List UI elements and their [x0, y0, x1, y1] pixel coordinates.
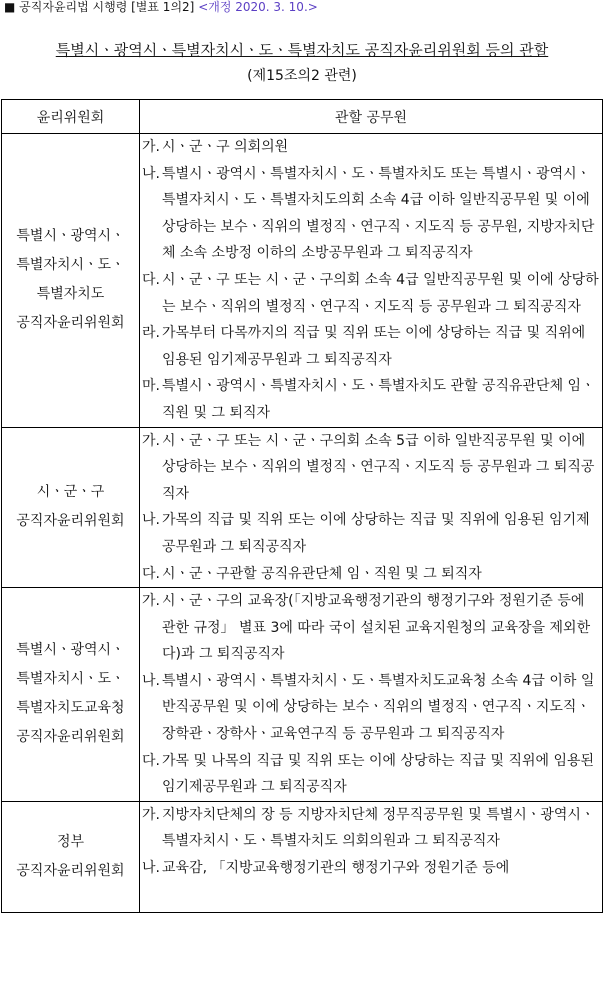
item-text: 시ㆍ군ㆍ구 또는 시ㆍ군ㆍ구의회 소속 4급 일반직공무원 및 이에 상당하는 보수ㆍ직위의 별정직ㆍ연구직ㆍ지도직 등 공무원과 그 퇴직공직자 — [162, 271, 599, 315]
committee-name-line: 특별자치도 — [36, 286, 105, 303]
officials-cell — [140, 588, 603, 802]
column-header-committee: 윤리위원회 — [2, 100, 140, 134]
item-marker: 가. — [142, 432, 160, 449]
committee-name-line: 공직자윤리위원회 — [16, 315, 125, 332]
item-marker: 다. — [142, 752, 160, 769]
item-marker: 다. — [142, 565, 160, 582]
committee-name-line: 특별자치시ㆍ도ㆍ — [16, 257, 125, 274]
officials-cell — [140, 134, 603, 428]
jurisdiction-table — [1, 99, 603, 913]
committee-name-line: 공직자윤리위원회 — [16, 513, 125, 530]
item-marker: 마. — [142, 378, 160, 395]
item-marker: 다. — [142, 271, 160, 288]
bullet-square-icon: ■ — [4, 0, 16, 14]
item-marker: 라. — [142, 325, 160, 342]
item-text: 시ㆍ군ㆍ구의 교육장(「지방교육행정기관의 행정기구와 정원기준 등에 관한 규정」 별표 3에 따라 국이 설치된 교육지원청의 교육장을 제외한다)과 그 퇴직공직자 — [162, 593, 591, 663]
item-text: 시ㆍ군ㆍ구 의회의원 — [162, 139, 289, 155]
official-item — [142, 373, 602, 426]
item-marker: 나. — [142, 512, 160, 529]
official-item — [142, 428, 602, 508]
official-item — [142, 561, 602, 588]
committee-name-line: 특별자치도교육청 — [16, 700, 125, 717]
item-marker: 가. — [142, 139, 160, 155]
source-reference — [4, 0, 318, 14]
item-text: 특별시ㆍ광역시ㆍ특별자치시ㆍ도ㆍ특별자치도 관할 공직유관단체 임ㆍ직원 및 그 퇴직자 — [162, 378, 595, 421]
official-item — [142, 748, 602, 801]
committee-cell — [2, 134, 140, 428]
table-header-row — [2, 100, 603, 134]
item-marker: 나. — [142, 672, 160, 689]
item-marker: 나. — [142, 860, 160, 877]
item-text: 시ㆍ군ㆍ구 또는 시ㆍ군ㆍ구의회 소속 5급 이하 일반직공무원 및 이에 상당하는 보수ㆍ직위의 별정직ㆍ연구직ㆍ지도직 등 공무원과 그 퇴직공직자 — [162, 432, 595, 502]
item-text: 가목의 직급 및 직위 또는 이에 상당하는 직급 및 직위에 임용된 임기제공무원과 그 퇴직공직자 — [162, 512, 590, 555]
item-text: 가목부터 다목까지의 직급 및 직위 또는 이에 상당하는 직급 및 직위에 임용된 임기제공무원과 그 퇴직공직자 — [162, 325, 586, 368]
document-subtitle: (제15조의2 관련) — [247, 68, 357, 84]
committee-cell — [2, 801, 140, 912]
official-item — [142, 855, 602, 893]
item-marker: 가. — [142, 806, 160, 823]
table-row — [2, 134, 603, 428]
item-marker: 가. — [142, 593, 160, 610]
committee-name-line: 정부 — [56, 833, 85, 850]
committee-name-line: 공직자윤리위원회 — [16, 729, 125, 746]
committee-name-line: 시ㆍ군ㆍ구 — [36, 484, 105, 501]
official-item — [142, 320, 602, 373]
official-item — [142, 668, 602, 748]
table-row — [2, 588, 603, 802]
committee-name-line: 공직자윤리위원회 — [16, 862, 125, 879]
item-text: 교육감, 「지방교육행정기관의 행정기구와 정원기준 등에 — [162, 860, 510, 877]
table-row — [2, 801, 603, 912]
committee-name-line: 특별자치시ㆍ도ㆍ — [16, 671, 125, 688]
committee-cell — [2, 588, 140, 802]
official-item — [142, 161, 602, 267]
committee-name-line: 특별시ㆍ광역시ㆍ — [16, 642, 125, 659]
source-text: 공직자윤리법 시행령 [별표 1의2] — [19, 0, 195, 14]
item-text: 가목 및 나목의 직급 및 직위 또는 이에 상당하는 직급 및 직위에 임용된 임기제공무원과 그 퇴직공직자 — [162, 752, 595, 796]
official-item — [142, 507, 602, 560]
item-text: 지방자치단체의 장 등 지방자치단체 정무직공무원 및 특별시ㆍ광역시ㆍ특별자치시ㆍ도ㆍ특별자치도 의회의원과 그 퇴직공직자 — [162, 806, 595, 850]
official-item — [142, 802, 602, 855]
item-text: 특별시ㆍ광역시ㆍ특별자치시ㆍ도ㆍ특별자치도교육청 소속 4급 이하 일반직공무원 및 이에 상당하는 보수ㆍ직위의 별정직ㆍ연구직ㆍ지도직ㆍ장학관ㆍ장학사ㆍ교육연구직 등 공무원과 그 퇴직공직자 — [162, 672, 595, 743]
officials-cell — [140, 427, 603, 588]
committee-cell — [2, 427, 140, 588]
amendment-date: <개정 2020. 3. 10.> — [198, 0, 318, 14]
document-title: 특별시ㆍ광역시ㆍ특별자치시ㆍ도ㆍ특별자치도 공직자윤리위원회 등의 관할 — [55, 41, 549, 59]
table-row — [2, 427, 603, 588]
committee-name-line: 특별시ㆍ광역시ㆍ — [16, 228, 125, 245]
item-text: 시ㆍ군ㆍ구관할 공직유관단체 임ㆍ직원 및 그 퇴직자 — [162, 565, 482, 582]
official-item — [142, 588, 602, 668]
column-header-officials: 관할 공무원 — [140, 100, 603, 134]
item-marker: 나. — [142, 165, 160, 182]
item-text: 특별시ㆍ광역시ㆍ특별자치시ㆍ도ㆍ특별자치도 또는 특별시ㆍ광역시ㆍ특별자치시ㆍ도ㆍ특별자치도의회 소속 4급 이하 일반직공무원 및 이에 상당하는 보수ㆍ직위의 별정직ㆍ연구직ㆍ지도직 등 공무원, 지방자치단체 소속 소방정 이하의 소방공무원과 그 퇴직공직자 — [162, 165, 595, 262]
official-item — [142, 267, 602, 320]
official-item — [142, 134, 602, 161]
officials-cell — [140, 801, 603, 912]
